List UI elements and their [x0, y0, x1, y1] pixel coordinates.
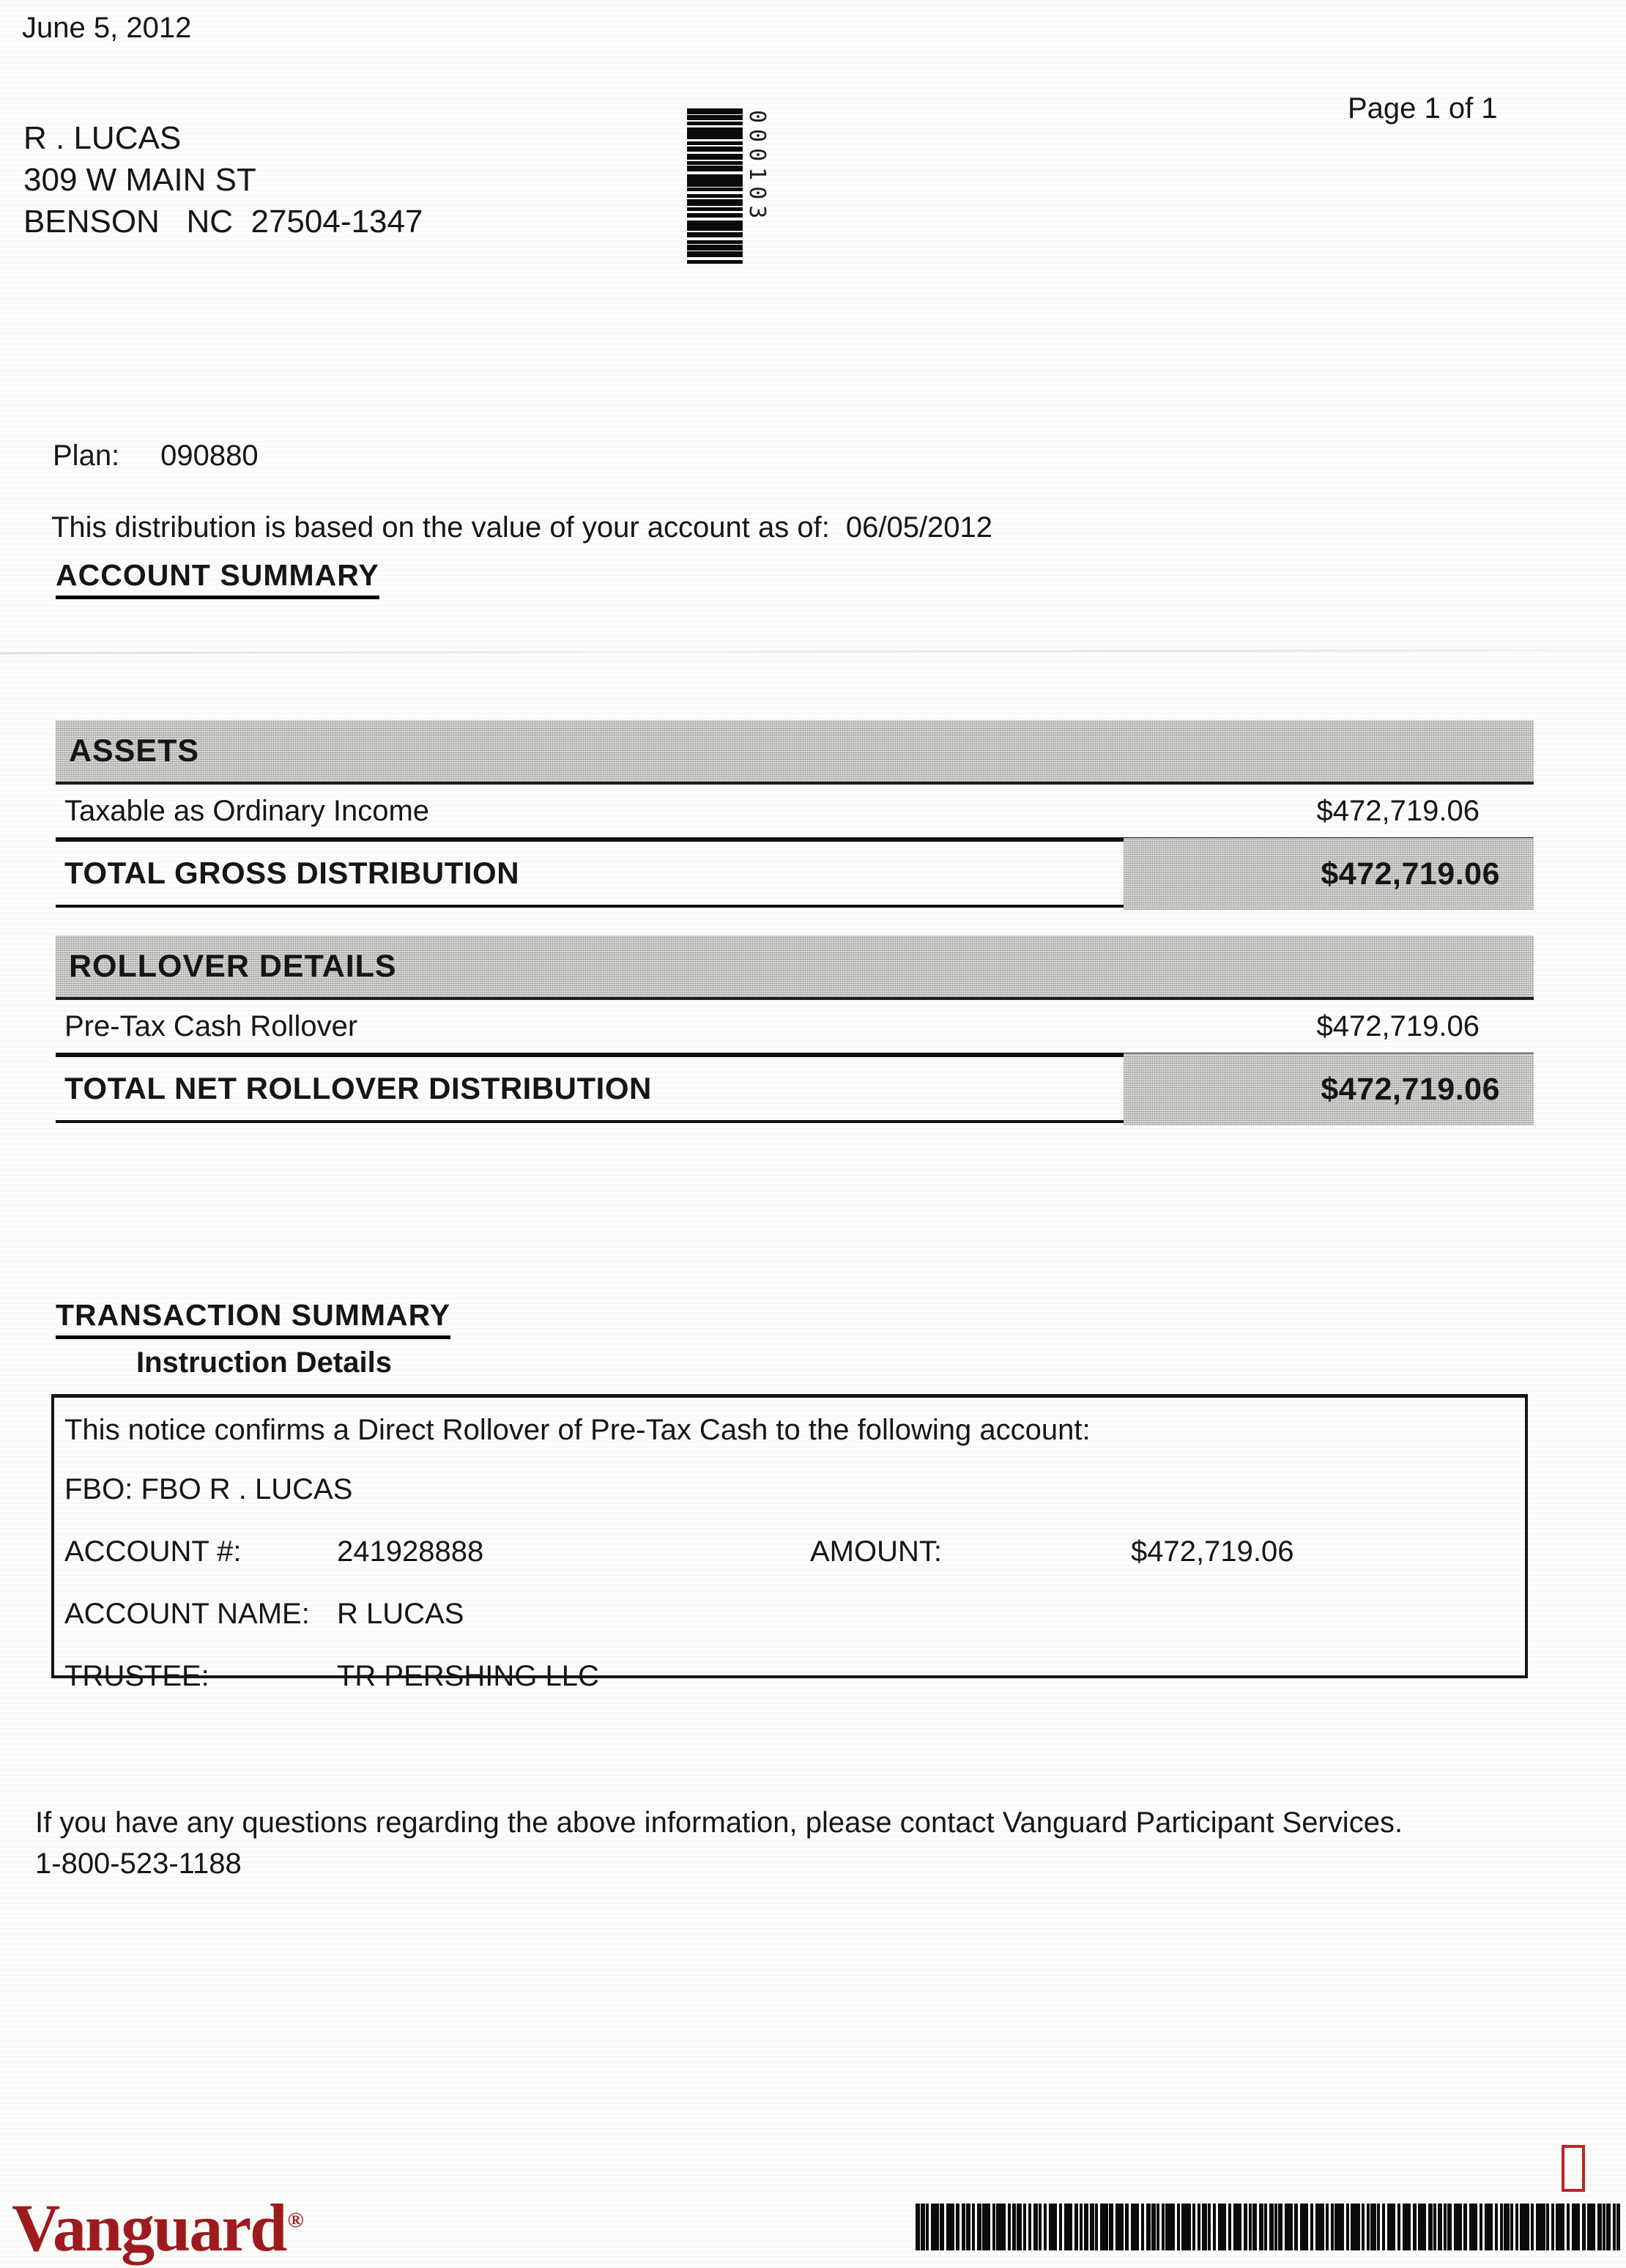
account-name-row	[64, 1598, 1513, 1631]
rollover-header-label: ROLLOVER DETAILS	[69, 948, 397, 984]
vanguard-logo	[12, 2189, 304, 2267]
contact-line: If you have any questions regarding the above information, please contact Vanguard Participant Services.	[35, 1806, 1403, 1839]
row-label: Pre-Tax Cash Rollover	[64, 1009, 358, 1042]
total-gross-amount-box	[1124, 838, 1534, 910]
total-net-amount: $472,719.06	[1321, 1071, 1500, 1107]
account-number-label: ACCOUNT #:	[64, 1535, 242, 1568]
account-name-value: R LUCAS	[337, 1598, 464, 1630]
trustee-value: TR PERSHING LLC	[337, 1660, 599, 1692]
plan-number: 090880	[160, 440, 259, 472]
trustee-label: TRUSTEE:	[64, 1660, 209, 1692]
table-row	[56, 1000, 1534, 1057]
document-barcode-icon	[916, 2204, 1620, 2250]
recipient-city-line: BENSON NC 27504-1347	[23, 204, 423, 240]
assets-header-label: ASSETS	[69, 733, 200, 768]
table-row	[56, 785, 1534, 842]
amount-value: $472,719.06	[1131, 1535, 1294, 1568]
total-net-label: TOTAL NET ROLLOVER DISTRIBUTION	[64, 1071, 652, 1105]
account-number-row	[64, 1535, 1513, 1568]
page-indicator: Page 1 of 1	[1348, 92, 1498, 125]
rollover-notice-text: This notice confirms a Direct Rollover of Pre-Tax Cash to the following account:	[64, 1414, 1091, 1446]
account-summary-table	[56, 720, 1534, 1123]
account-name-label: ACCOUNT NAME:	[64, 1598, 310, 1630]
transaction-summary-title: TRANSACTION SUMMARY	[56, 1298, 450, 1339]
letter-date: June 5, 2012	[22, 12, 192, 44]
scan-crease-line	[0, 649, 1626, 655]
rollover-section-header	[56, 935, 1534, 1000]
total-gross-row	[56, 842, 1534, 908]
plan-line	[53, 440, 259, 472]
instruction-details-subtitle: Instruction Details	[136, 1346, 392, 1379]
row-label: Taxable as Ordinary Income	[64, 794, 430, 827]
instruction-details-box	[51, 1394, 1528, 1692]
vanguard-logo-text: Vanguard	[12, 2190, 286, 2265]
amount-label: AMOUNT:	[810, 1535, 942, 1568]
mail-barcode-number: 000103	[744, 110, 770, 225]
scan-registration-mark	[1562, 2145, 1585, 2192]
account-number-value: 241928888	[337, 1535, 484, 1568]
trustee-row	[64, 1660, 1513, 1693]
valuation-date: 06/05/2012	[845, 511, 993, 544]
total-gross-amount: $472,719.06	[1321, 856, 1500, 892]
registered-trademark-icon: ®	[287, 2208, 304, 2233]
valuation-label: This distribution is based on the value of your account as of:	[51, 511, 830, 544]
valuation-line	[51, 511, 992, 544]
total-net-row	[56, 1057, 1534, 1123]
recipient-street: 309 W MAIN ST	[23, 162, 256, 198]
recipient-address	[23, 117, 423, 242]
row-amount: $472,719.06	[1316, 794, 1480, 827]
fbo-line: FBO: FBO R . LUCAS	[64, 1473, 353, 1505]
assets-section-header	[56, 720, 1534, 785]
account-summary-title: ACCOUNT SUMMARY	[56, 558, 379, 599]
contact-info	[35, 1802, 1403, 1884]
plan-label: Plan:	[53, 440, 120, 472]
total-gross-label: TOTAL GROSS DISTRIBUTION	[64, 856, 520, 890]
contact-phone: 1-800-523-1188	[35, 1848, 242, 1880]
recipient-name: R . LUCAS	[23, 120, 182, 156]
total-net-amount-box	[1124, 1053, 1534, 1125]
row-amount: $472,719.06	[1316, 1009, 1480, 1042]
mail-barcode-icon	[687, 108, 743, 267]
